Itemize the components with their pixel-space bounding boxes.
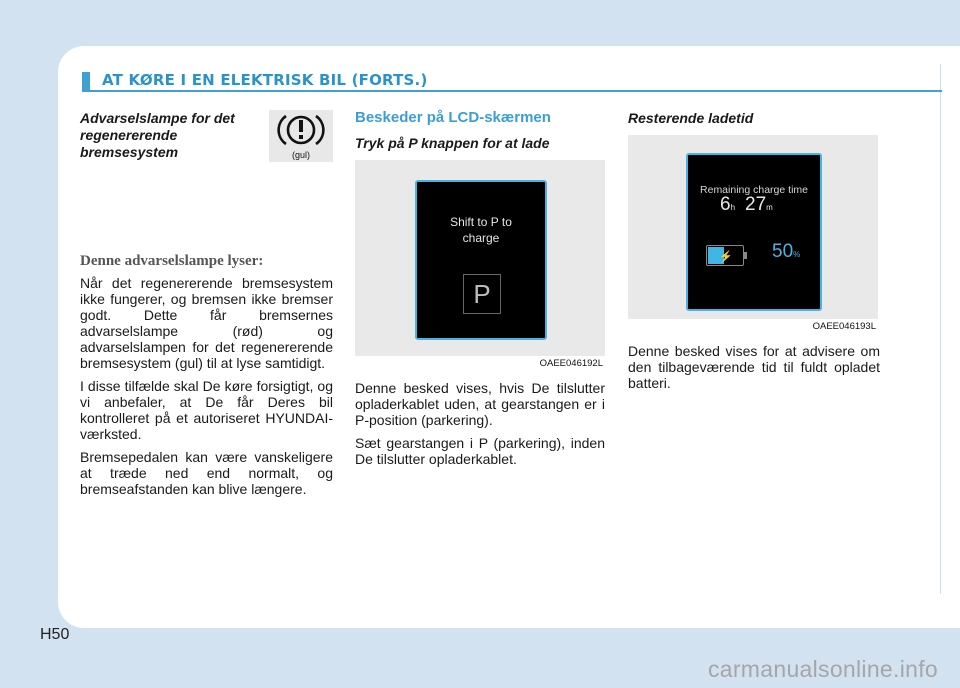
percent-value: 50 <box>772 241 794 262</box>
section-heading: Beskeder på LCD-skærmen <box>355 109 551 126</box>
paragraph: Denne besked vises, hvis De tilslutter opladerkablet uden, at gearstangen er i P-position (parkering). <box>355 380 605 428</box>
title-accent <box>82 72 90 92</box>
battery-tip <box>744 252 747 259</box>
lcd-message-line1: Shift to P to <box>450 215 512 229</box>
lcd-screen <box>686 153 822 311</box>
charging-bolt-icon: ⚡ <box>719 251 733 263</box>
paragraph: Bremsepedalen kan være vanskeligere at træde ned end normalt, og bremseafstanden kan blive længere. <box>80 449 333 497</box>
park-gear-indicator: P <box>463 274 501 314</box>
column-brake-warning <box>80 110 333 504</box>
hours-unit: h <box>730 203 736 212</box>
lcd-screenshot-shift-to-p <box>355 160 605 369</box>
right-margin-line <box>940 64 941 594</box>
paragraph: Sæt gearstangen i P (parkering), inden De tilslutter opladerkablet. <box>355 435 605 467</box>
sub-heading: Resterende ladetid <box>628 110 754 126</box>
sub-heading: Tryk på P knappen for at lade <box>355 135 550 151</box>
lcd-screenshot-remaining-charge <box>628 135 878 332</box>
section-title-bar <box>82 72 942 92</box>
brake-warning-icon <box>269 110 333 162</box>
watermark: carmanualsonline.info <box>707 656 938 682</box>
column-lcd-messages <box>355 110 605 474</box>
warning-heading: Advarselslampe for det regenererende bremsesystem <box>80 110 235 160</box>
minutes-unit: m <box>766 203 773 212</box>
remaining-charge-title: Remaining charge time <box>700 184 808 196</box>
paragraph: Denne besked vises for at advisere om den tilbageværende tid til fuldt opladet batteri. <box>628 343 880 391</box>
icon-caption: (gul) <box>291 150 310 160</box>
lcd-message <box>417 214 545 246</box>
lights-heading: Denne advarselslampe lyser: <box>80 253 264 269</box>
percent-unit: % <box>793 250 801 259</box>
page-number: H50 <box>40 626 70 643</box>
hours-value: 6 <box>720 194 731 215</box>
image-code: OAEE046192L <box>539 358 603 369</box>
column-remaining-charge <box>628 110 880 398</box>
minutes-value: 27 <box>745 194 767 215</box>
remaining-time <box>720 194 783 216</box>
paragraph: I disse tilfælde skal De køre forsigtigt, og vi anbefaler, at De får Deres bil kontrolleret på et autoriseret HYUNDAI-værksted. <box>80 378 333 442</box>
title-underline <box>82 90 942 92</box>
lcd-screen <box>415 180 547 340</box>
battery-icon <box>706 245 744 266</box>
image-code: OAEE046193L <box>812 321 876 332</box>
section-title: AT KØRE I EN ELEKTRISK BIL (FORTS.) <box>102 71 428 89</box>
charge-percent <box>772 241 801 263</box>
lcd-message-line2: charge <box>462 231 500 245</box>
paragraph: Når det regenererende bremsesystem ikke fungerer, og bremsen ikke bremser godt. Dette får bremsernes advarselslampe (rød) og advarselslampen for det regenererende bremsesystem (gul) til at lyse samtidigt. <box>80 275 333 371</box>
